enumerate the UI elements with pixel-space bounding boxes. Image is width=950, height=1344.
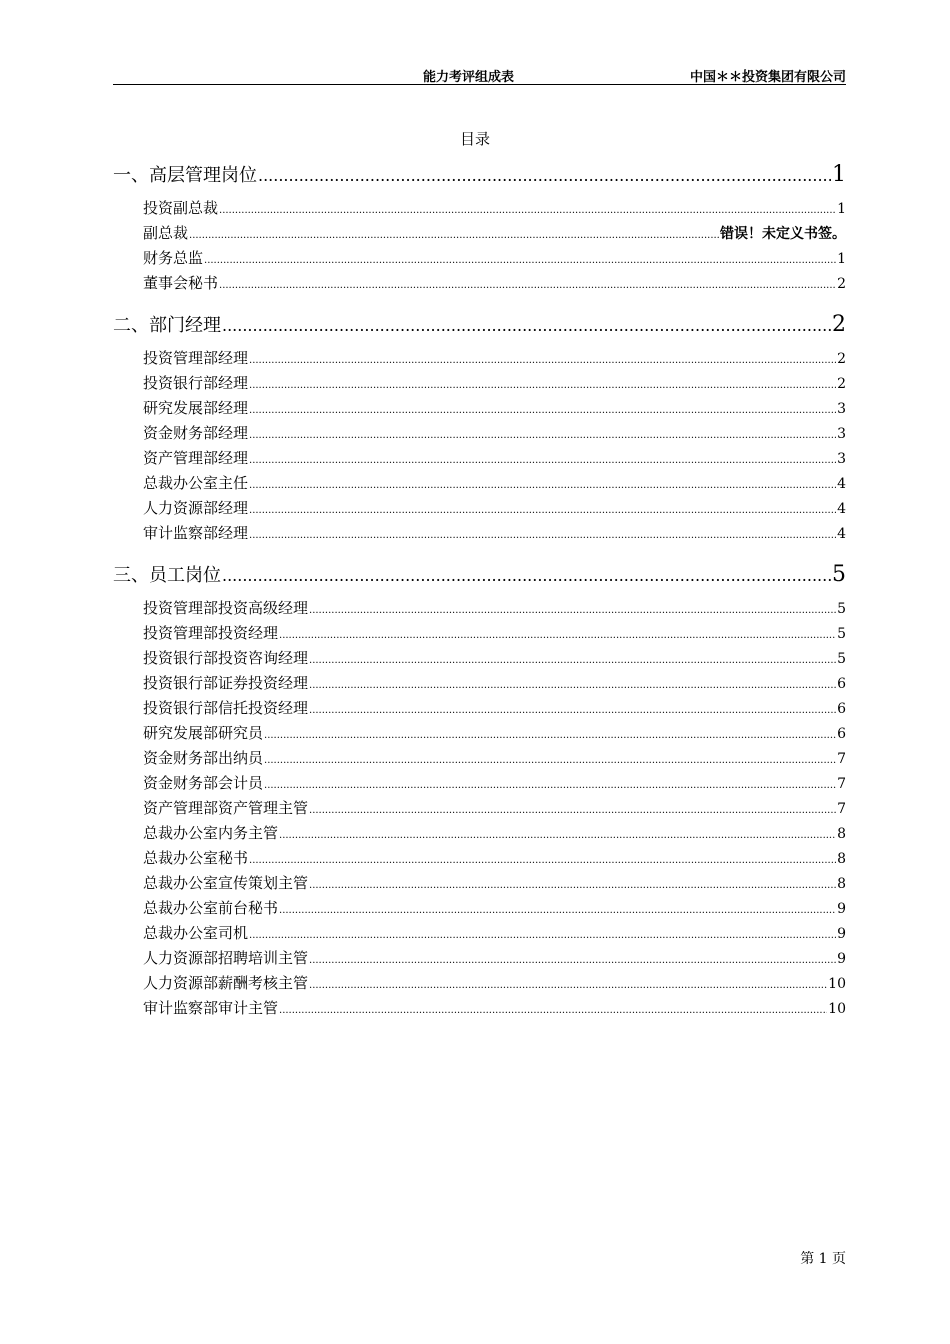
toc-item-entry[interactable] bbox=[113, 521, 846, 546]
toc-item-entry[interactable] bbox=[113, 271, 846, 296]
toc-item-page: 5 bbox=[837, 601, 846, 617]
toc-section-entry[interactable] bbox=[113, 310, 846, 346]
toc-item-page: 6 bbox=[837, 701, 846, 717]
toc-dot-leader bbox=[249, 348, 836, 373]
toc-item-label: 总裁办公室内务主管 bbox=[143, 824, 279, 842]
toc-item-page: 8 bbox=[837, 851, 846, 867]
toc-item-label: 人力资源部经理 bbox=[143, 499, 249, 517]
toc-dot-leader bbox=[222, 561, 831, 591]
toc-dot-leader bbox=[309, 973, 827, 998]
toc-item-label: 资产管理部资产管理主管 bbox=[143, 799, 309, 817]
toc-item-entry[interactable] bbox=[113, 971, 846, 996]
toc-item-page: 3 bbox=[837, 451, 846, 467]
toc-item-label: 研究发展部研究员 bbox=[143, 724, 264, 742]
toc-item-page: 3 bbox=[837, 401, 846, 417]
toc-item-page: 9 bbox=[837, 926, 846, 942]
toc-item-label: 投资银行部证券投资经理 bbox=[143, 674, 309, 692]
toc-item-page: 4 bbox=[837, 476, 846, 492]
toc-item-entry[interactable] bbox=[113, 721, 846, 746]
toc-item-page: 7 bbox=[837, 801, 846, 817]
toc-dot-leader bbox=[309, 698, 836, 723]
toc-item-entry[interactable] bbox=[113, 696, 846, 721]
toc-dot-leader bbox=[309, 648, 836, 673]
toc-item-label: 投资管理部投资高级经理 bbox=[143, 599, 309, 617]
toc-item-entry[interactable] bbox=[113, 221, 846, 246]
toc-dot-leader bbox=[219, 273, 836, 298]
toc-item-entry[interactable] bbox=[113, 746, 846, 771]
toc-dot-leader bbox=[309, 798, 836, 823]
toc-section-label: 一、高层管理岗位 bbox=[113, 165, 257, 186]
toc-dot-leader bbox=[219, 198, 836, 223]
document-title: 能力考评组成表 bbox=[423, 70, 515, 85]
toc-item-label: 副总裁 bbox=[143, 224, 189, 242]
toc-item-label: 总裁办公室秘书 bbox=[143, 849, 249, 867]
toc-item-entry[interactable] bbox=[113, 621, 846, 646]
toc-item-entry[interactable] bbox=[113, 846, 846, 871]
toc-item-label: 审计监察部审计主管 bbox=[143, 999, 279, 1017]
toc-section-entry[interactable] bbox=[113, 560, 846, 596]
toc-section-page: 2 bbox=[832, 312, 846, 337]
toc-item-page: 7 bbox=[837, 776, 846, 792]
toc-dot-leader bbox=[264, 773, 836, 798]
toc-item-page: 8 bbox=[837, 876, 846, 892]
toc-item-entry[interactable] bbox=[113, 646, 846, 671]
toc-item-page: 5 bbox=[837, 626, 846, 642]
toc-dot-leader bbox=[309, 948, 836, 973]
toc-item-label: 财务总监 bbox=[143, 249, 204, 267]
toc-item-label: 人力资源部薪酬考核主管 bbox=[143, 974, 309, 992]
toc-dot-leader bbox=[309, 873, 836, 898]
toc-item-page: 6 bbox=[837, 676, 846, 692]
toc-section-entry[interactable] bbox=[113, 160, 846, 196]
toc-item-label: 总裁办公室主任 bbox=[143, 474, 249, 492]
toc-item-label: 审计监察部经理 bbox=[143, 524, 249, 542]
toc-dot-leader bbox=[222, 311, 831, 341]
toc-item-entry[interactable] bbox=[113, 921, 846, 946]
toc-dot-leader bbox=[264, 723, 836, 748]
toc-item-entry[interactable] bbox=[113, 371, 846, 396]
toc-dot-leader bbox=[249, 473, 836, 498]
toc-dot-leader bbox=[279, 623, 836, 648]
toc-dot-leader bbox=[249, 498, 836, 523]
toc-item-entry[interactable] bbox=[113, 446, 846, 471]
page-header bbox=[113, 66, 846, 85]
toc-item-label: 研究发展部经理 bbox=[143, 399, 249, 417]
toc-section-page: 1 bbox=[832, 162, 846, 187]
toc-item-label: 董事会秘书 bbox=[143, 274, 219, 292]
toc-dot-leader bbox=[249, 448, 836, 473]
toc-dot-leader bbox=[309, 673, 836, 698]
toc-dot-leader bbox=[279, 898, 836, 923]
toc-item-label: 总裁办公室宣传策划主管 bbox=[143, 874, 309, 892]
toc-item-entry[interactable] bbox=[113, 996, 846, 1021]
toc-item-label: 总裁办公室司机 bbox=[143, 924, 249, 942]
toc-section-page: 5 bbox=[832, 562, 846, 587]
toc-item-page: 8 bbox=[837, 826, 846, 842]
toc-dot-leader bbox=[258, 161, 831, 191]
toc-dot-leader bbox=[249, 848, 836, 873]
toc-item-entry[interactable] bbox=[113, 671, 846, 696]
toc-item-entry[interactable] bbox=[113, 396, 846, 421]
toc-dot-leader bbox=[189, 223, 719, 248]
toc-item-page: 10 bbox=[828, 976, 846, 992]
toc-item-page: 9 bbox=[837, 901, 846, 917]
toc-item-entry[interactable] bbox=[113, 871, 846, 896]
toc-item-page: 3 bbox=[837, 426, 846, 442]
toc-item-entry[interactable] bbox=[113, 346, 846, 371]
toc-item-entry[interactable] bbox=[113, 471, 846, 496]
toc-dot-leader bbox=[249, 523, 836, 548]
table-of-contents bbox=[113, 160, 846, 1021]
toc-item-page: 6 bbox=[837, 726, 846, 742]
toc-item-label: 投资管理部投资经理 bbox=[143, 624, 279, 642]
toc-item-entry[interactable] bbox=[113, 596, 846, 621]
toc-dot-leader bbox=[249, 398, 836, 423]
company-name: 中国＊＊投资集团有限公司 bbox=[689, 70, 846, 85]
toc-item-entry[interactable] bbox=[113, 196, 846, 221]
toc-item-page: 错误！未定义书签。 bbox=[720, 226, 846, 242]
toc-item-label: 人力资源部招聘培训主管 bbox=[143, 949, 309, 967]
toc-dot-leader bbox=[279, 998, 827, 1023]
toc-item-entry[interactable] bbox=[113, 421, 846, 446]
toc-item-label: 投资银行部信托投资经理 bbox=[143, 699, 309, 717]
toc-item-label: 总裁办公室前台秘书 bbox=[143, 899, 279, 917]
page-number: 第 1 页 bbox=[800, 1251, 846, 1267]
toc-item-entry[interactable] bbox=[113, 246, 846, 271]
toc-dot-leader bbox=[309, 598, 836, 623]
toc-item-page: 2 bbox=[837, 276, 846, 292]
toc-item-entry[interactable] bbox=[113, 496, 846, 521]
toc-item-page: 4 bbox=[837, 501, 846, 517]
toc-item-label: 投资副总裁 bbox=[143, 199, 219, 217]
toc-dot-leader bbox=[249, 423, 836, 448]
toc-item-label: 投资银行部投资咨询经理 bbox=[143, 649, 309, 667]
toc-item-page: 1 bbox=[837, 251, 846, 267]
toc-dot-leader bbox=[264, 748, 836, 773]
toc-item-page: 4 bbox=[837, 526, 846, 542]
toc-item-page: 5 bbox=[837, 651, 846, 667]
toc-heading: 目录 bbox=[459, 130, 490, 148]
toc-item-page: 2 bbox=[837, 376, 846, 392]
toc-dot-leader bbox=[249, 373, 836, 398]
toc-item-page: 9 bbox=[837, 951, 846, 967]
toc-item-label: 资金财务部会计员 bbox=[143, 774, 264, 792]
toc-item-page: 1 bbox=[837, 201, 846, 217]
toc-item-label: 资金财务部经理 bbox=[143, 424, 249, 442]
toc-section-label: 二、部门经理 bbox=[113, 315, 221, 336]
toc-item-entry[interactable] bbox=[113, 946, 846, 971]
toc-item-page: 7 bbox=[837, 751, 846, 767]
toc-item-entry[interactable] bbox=[113, 821, 846, 846]
toc-dot-leader bbox=[204, 248, 836, 273]
toc-item-label: 资产管理部经理 bbox=[143, 449, 249, 467]
toc-item-entry[interactable] bbox=[113, 771, 846, 796]
toc-item-label: 投资管理部经理 bbox=[143, 349, 249, 367]
toc-dot-leader bbox=[279, 823, 836, 848]
toc-item-entry[interactable] bbox=[113, 796, 846, 821]
toc-section-label: 三、员工岗位 bbox=[113, 565, 221, 586]
toc-dot-leader bbox=[249, 923, 836, 948]
toc-item-entry[interactable] bbox=[113, 896, 846, 921]
toc-item-page: 2 bbox=[837, 351, 846, 367]
toc-item-label: 资金财务部出纳员 bbox=[143, 749, 264, 767]
toc-item-label: 投资银行部经理 bbox=[143, 374, 249, 392]
toc-item-page: 10 bbox=[828, 1001, 846, 1017]
